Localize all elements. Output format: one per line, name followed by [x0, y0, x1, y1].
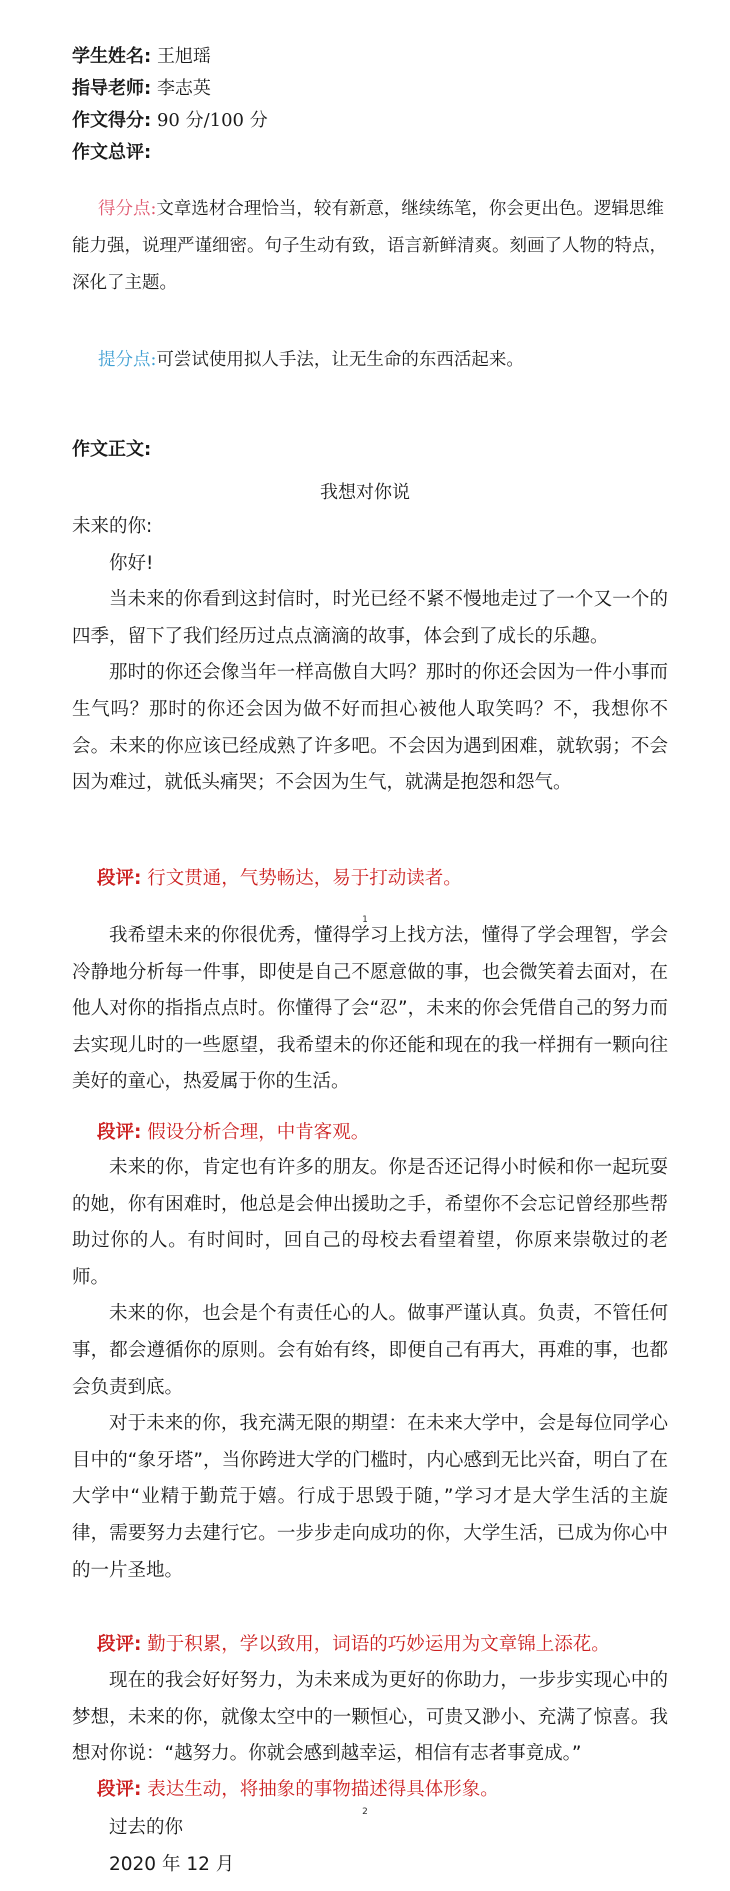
comment-label: 段评:: [97, 1122, 142, 1143]
paragraph-comment: [97, 1120, 369, 1146]
comment-label: 段评:: [97, 1779, 142, 1800]
improvement-review: [72, 342, 672, 379]
teacher-name-value: 李志英: [156, 78, 211, 99]
salutation: 未来的你:: [72, 516, 153, 537]
greeting: 你好!: [109, 552, 154, 574]
essay-paragraph: 现在的我会好好努力，为未来成为更好的你助力，一步步实现心中的梦想，未来的你，就像太空中的一颗恒心，可贵又渺小、充满了惊喜。我想对你说：“越努力。你就会感到越幸运，相信有志者事竟成。”: [72, 1670, 668, 1765]
student-name-value: 王旭瑶: [156, 46, 211, 67]
essay-paragraph: 未来的你，也会是个有责任心的人。做事严谨认真。负责，不管任何事，都会遵循你的原则。会有始有终，即便自己有再大，再难的事，也都会负责到底。: [72, 1303, 668, 1398]
page-number: 2: [362, 1807, 368, 1817]
essay-paragraph: 那时的你还会像当年一样高傲自大吗？那时的你还会因为一件小事而生气吗？那时的你还会因为做不好而担心被他人取笑吗？不，我想你不会。未来的你应该已经成熟了许多吧。不会因为遇到困难，就软弱；不会因为难过，就低头痛哭；不会因为生气，就满是抱怨和怨气。: [72, 662, 668, 794]
essay-title: 我想对你说: [320, 482, 410, 503]
overall-review-heading: 作文总评:: [72, 142, 152, 163]
page-number: 1: [362, 915, 368, 925]
letter-date: 2020 年 12 月: [109, 1854, 235, 1875]
paragraph-comment: [97, 1777, 499, 1803]
essay-body-part-4: [72, 1663, 668, 1773]
comment-text: 表达生动，将抽象的事物描述得具体形象。: [147, 1779, 499, 1800]
improvement-text: 可尝试使用拟人手法，让无生命的东西活起来。: [156, 350, 524, 370]
essay-body-part-2: [72, 918, 668, 1101]
score-label: 作文得分:: [72, 110, 152, 131]
essay-section-heading: 作文正文:: [72, 439, 152, 460]
essay-paragraph: 对于未来的你，我充满无限的期望：在未来大学中，会是每位同学心目中的“象牙塔”，当你跨进大学的门槛时，内心感到无比兴奋，明白了在大学中“业精于勤荒于嬉。行成于思毁于随，”学习才是大学生活的主旋律，需要努力去建行它。一步步走向成功的你，大学生活，已成为你心中的一片圣地。: [72, 1413, 668, 1581]
essay-paragraph: 未来的你，肯定也有许多的朋友。你是否还记得小时候和你一起玩耍的她，你有困难时，他总是会伸出援助之手，希望你不会忘记曾经那些帮助过你的人。有时间时，回自己的母校去看望着望，你原来崇敬过的老师。: [72, 1157, 668, 1288]
comment-text: 勤于积累，学以致用，词语的巧妙运用为文章锦上添花。: [147, 1634, 610, 1655]
score-value: 90 分/100 分: [156, 110, 268, 131]
teacher-name-label: 指导老师:: [72, 78, 152, 99]
comment-text: 假设分析合理，中肯客观。: [147, 1122, 370, 1143]
essay-body-part-1: [72, 509, 668, 802]
strength-label: 得分点:: [98, 199, 157, 219]
paragraph-comment: [97, 866, 462, 892]
score-row: [72, 108, 268, 134]
paragraph-comment: [97, 1632, 610, 1658]
comment-label: 段评:: [97, 868, 142, 889]
signature: 过去的你: [109, 1817, 184, 1838]
essay-body-part-3: [72, 1150, 668, 1589]
teacher-name-row: [72, 76, 211, 102]
essay-paragraph: 当未来的你看到这封信时，时光已经不紧不慢地走过了一个又一个的四季，留下了我们经历过点点滴滴的故事，体会到了成长的乐趣。: [72, 589, 668, 647]
strength-text: 文章选材合理恰当，较有新意，继续练笔，你会更出色。逻辑思维能力强，说理严谨细密。句子生动有致，语言新鲜清爽。刻画了人物的特点，深化了主题。: [72, 199, 667, 293]
student-name-label: 学生姓名:: [72, 46, 152, 67]
improvement-label: 提分点:: [98, 350, 157, 370]
essay-paragraph: 我希望未来的你很优秀，懂得学习上找方法，懂得了学会理智，学会冷静地分析每一件事，即使是自己不愿意做的事，也会微笑着去面对，在他人对你的指指点点时。你懂得了会“忍”，未来的你会凭借自己的努力而去实现儿时的一些愿望，我希望未的你还能和现在的我一样拥有一颗向往美好的童心，热爱属于你的生活。: [72, 925, 668, 1093]
comment-label: 段评:: [97, 1634, 142, 1655]
comment-text: 行文贯通，气势畅达，易于打动读者。: [147, 868, 462, 889]
student-name-row: [72, 44, 211, 70]
strength-review: [72, 191, 672, 302]
